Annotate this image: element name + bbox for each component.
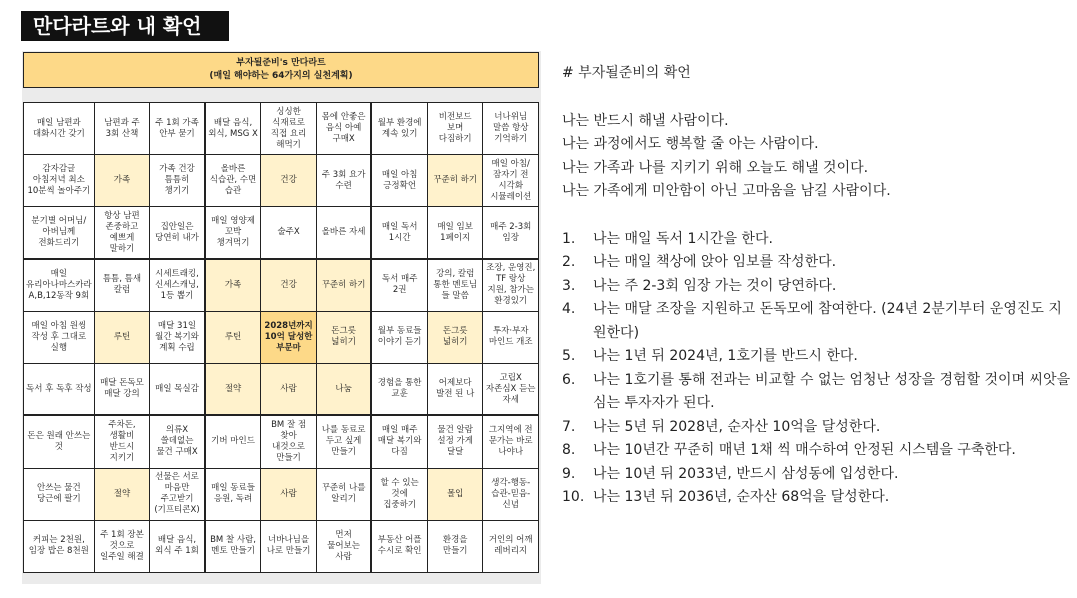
mandalart-cell: 매일 목실감 [150,364,206,416]
affirmation-list-item [562,416,1072,440]
mandalart-cell: 싱싱한 식재료로 직접 요리 해먹기 [261,103,317,155]
list-item-text: 나는 1호기를 통해 전과는 비교할 수 없는 엄청난 성장을 경험할 것이며 씨앗을 심는 투자자가 된다. [593,371,1071,411]
list-item-text: 나는 매일 독서 1시간을 한다. [593,230,773,247]
mandalart-cell: 매달 31일 월간 복기와 계획 수립 [150,312,206,364]
mandalart-grid [23,102,539,573]
mandalart-cell: 고립X 자존심X 듣는 자세 [483,364,539,416]
affirmation-list-item [562,298,1072,345]
list-item-text: 나는 1년 뒤 2024년, 1호기를 반드시 한다. [593,348,858,364]
list-item-number: 7. [562,418,576,435]
mandalart-cell: 안쓰는 물건 당근에 팔기 [24,469,95,521]
list-item-number: 4. [562,301,576,317]
mandalart-cell: 시세트래킹, 신세스캐닝, 1등 뽑기 [150,260,206,312]
notes-heading: # 부자될준비의 확언 [562,65,691,81]
mandalart-cell: 매일 영양제 꼬박 챙겨먹기 [206,207,262,259]
mandalart-cell: 독서 매주 2권 [372,260,428,312]
mandalart-cell: 올바른 식습관, 수면 습관 [206,155,262,207]
mandalart-cell: 남편과 주 3회 산책 [95,103,151,155]
mandalart-cell: 분기별 어머님/아버님께 전화드리기 [24,207,95,259]
mandalart-cell: 술주X [261,207,317,259]
mandalart-cell: 매일 아침 원씽 작성 후 그대로 실행 [24,312,95,364]
mandalart-cell: 나를 동료로 두고 싶게 만들기 [317,416,373,468]
affirmation-list-item [562,463,1072,487]
mandalart-cell: 할 수 있는 것에 집중하기 [372,469,428,521]
mandalart-cell: 건강 [261,260,317,312]
mandalart-cell: 매일 매주 매달 복기와 다짐 [372,416,428,468]
mandalart-cell: 매일 독서 1시간 [372,207,428,259]
affirmation-line: 나는 가족에게 미안함이 아닌 고마움을 남길 사람이다. [562,183,891,199]
affirmation-list-item [562,275,1072,299]
mandalart-cell: 루틴 [206,312,262,364]
affirmation-list-item [562,486,1072,510]
mandalart-cell: 가족 [206,260,262,312]
mandalart-cell: 매달 돈독모 매달 강의 [95,364,151,416]
affirmation-line: 나는 가족과 나를 지키기 위해 오늘도 해낼 것이다. [562,159,869,176]
mandalart-cell: 매일 남편과 대화시간 갖기 [24,103,95,155]
list-item-number: 3. [562,277,576,294]
mandalart-subtitle: (매일 해야하는 64가지의 실천계획) [209,71,353,81]
list-item-number: 5. [562,348,576,364]
mandalart-cell: 나눔 [317,364,373,416]
mandalart-cell: 사람 [261,469,317,521]
mandalart-cell: 조장, 운영진, TF 랑상 지원, 참가는 환경있기 [483,260,539,312]
affirmation-list-item [562,228,1072,252]
mandalart-cell: 매일 임보 1페이지 [428,207,484,259]
mandalart-cell: 배달 음식, 외식, MSG X [206,103,262,155]
mandalart-cell: 배달 음식, 외식 주 1회 [150,521,206,573]
mandalart-cell: 먼저 물어보는 사람 [317,521,373,573]
mandalart-cell: 집안일은 당연히 내가 [150,207,206,259]
list-item-number: 1. [562,230,576,247]
list-item-text: 나는 주 2-3회 임장 가는 것이 당연하다. [593,277,837,294]
mandalart-cell: 주 1회 가족 안부 묻기 [150,103,206,155]
affirmation-list [562,228,1072,510]
list-item-text: 나는 5년 뒤 2028년, 순자산 10억을 달성한다. [593,418,881,435]
mandalart-cell: 몸에 안좋은 음식 아예 구매X [317,103,373,155]
list-item-text: 나는 10년 뒤 2033년, 반드시 삼성동에 입성한다. [593,465,899,482]
affirmation-list-item [562,251,1072,275]
mandalart-cell: 의류X 쓸데없는 물건 구매X [150,416,206,468]
mandalart-cell: 어제보다 발전 된 나 [428,364,484,416]
mandalart-cell: 항상 남편 존중하고 예쁘게 말하기 [95,207,151,259]
mandalart-cell: 너나위님 말씀 항상 기억하기 [483,103,539,155]
mandalart-cell: 꾸준히 하기 [428,155,484,207]
mandalart-cell: 환경을 만들기 [428,521,484,573]
mandalart-cell: 사람 [261,364,317,416]
list-item-text: 나는 매일 책상에 앉아 임보를 작성한다. [593,254,837,270]
list-item-number: 8. [562,442,576,458]
affirmation-list-item [562,439,1072,463]
mandalart-cell: 올바른 자세 [317,207,373,259]
mandalart-cell: 절약 [206,364,262,416]
mandalart-cell: 가족 [95,155,151,207]
mandalart-cell: 기버 마인드 [206,416,262,468]
affirmation-notes [562,60,1072,510]
affirmation-line: 나는 과정에서도 행복할 줄 아는 사람이다. [562,136,819,152]
mandalart-cell: 절약 [95,469,151,521]
mandalart-cell: 루틴 [95,312,151,364]
mandalart-cell: BM 찰 사람, 멘토 만들기 [206,521,262,573]
affirmation-list-item [562,369,1072,416]
mandalart-cell: 주차돈, 생활비 반드시 지키기 [95,416,151,468]
mandalart-cell: 몰입 [428,469,484,521]
mandalart-cell: 매주 2-3회 임장 [483,207,539,259]
mandalart-cell: 건강 [261,155,317,207]
mandalart-core-goal: 2028년까지 10억 달성한 부문마 [261,312,317,364]
mandalart-cell: 가족 건강 틈틈히 챙기기 [150,155,206,207]
mandalart-cell: 거인의 어깨 레버리지 [483,521,539,573]
mandalart-cell: 경험을 통한 교훈 [372,364,428,416]
mandalart-cell: 투자·부자 마인드 개조 [483,312,539,364]
mandalart-cell: 주 3회 요가 수련 [317,155,373,207]
list-item-text: 나는 10년간 꾸준히 매년 1채 씩 매수하여 안정된 시스템을 구축한다. [593,442,1016,458]
mandalart-cell: 너바나님을 나로 만들기 [261,521,317,573]
mandalart-cell: 주 1회 장본 것으로 일주일 해결 [95,521,151,573]
mandalart-cell: 매일 아침/잠자기 전 시각화 시뮬레이션 [483,155,539,207]
mandalart-cell: 매일 유리아나마스카라 A,B,12동작 9회 [24,260,95,312]
mandalart-cell: BM 잘 점 찾아 내것으로 만들기 [261,416,317,468]
mandalart-cell: 돈그릇 넓히기 [428,312,484,364]
mandalart-cell: 생각-행동-습관-믿음-신념 [483,469,539,521]
affirmation-line: 나는 반드시 해낼 사람이다. [562,112,729,129]
mandalart-cell: 돈은 원래 안쓰는 것 [24,416,95,468]
mandalart-cell: 커피는 2천원, 임장 밥은 8천원 [24,521,95,573]
mandalart-cell: 물건 알람 설정 가게 달달 [428,416,484,468]
list-item-number: 9. [562,465,576,482]
mandalart-cell: 월부 환경에 계속 있기 [372,103,428,155]
mandalart-cell: 부동산 어플 수시로 확인 [372,521,428,573]
list-item-number: 6. [562,371,576,388]
mandalart-cell: 틈틈, 틈새 칼럼 [95,260,151,312]
mandalart-cell: 매일 동료들 응원, 독려 [206,469,262,521]
mandalart-cell: 선물은 서로 마음만 주고받기 (기프티콘X) [150,469,206,521]
page-title: 만다라트와 내 확언 [21,11,229,41]
mandalart-cell: 비전보드 보며 다짐하기 [428,103,484,155]
mandalart-cell: 매일 아침 긍정확언 [372,155,428,207]
mandalart-title: 부자될준비's 만다라트 [236,58,326,68]
mandalart-cell: 강의, 칼럼 통한 멘토님 들 말씀 [428,260,484,312]
mandalart-cell: 꾸준히 나를 알리기 [317,469,373,521]
list-item-text: 나는 13년 뒤 2036년, 순자산 68억을 달성한다. [593,489,890,505]
mandalart-cell: 감자감글 아침저녁 최소 10분씩 놀아주기 [24,155,95,207]
list-item-number: 2. [562,254,576,270]
list-item-number: 10. [562,489,585,505]
mandalart-cell: 그지역에 전 문가는 바로 나야나 [483,416,539,468]
mandalart-cell: 꾸준히 하기 [317,260,373,312]
mandalart-header [23,52,539,88]
affirmation-paragraphs [562,110,1072,204]
mandalart-image [22,51,541,584]
mandalart-cell: 돈그릇 넓히기 [317,312,373,364]
affirmation-list-item [562,345,1072,369]
list-item-text: 나는 매달 조장을 지원하고 돈독모에 참여한다. (24년 2분기부터 운영진도 지원한다) [593,301,1062,341]
mandalart-cell: 월부 동료들 이야기 듣기 [372,312,428,364]
mandalart-cell: 독서 후 독후 작성 [24,364,95,416]
